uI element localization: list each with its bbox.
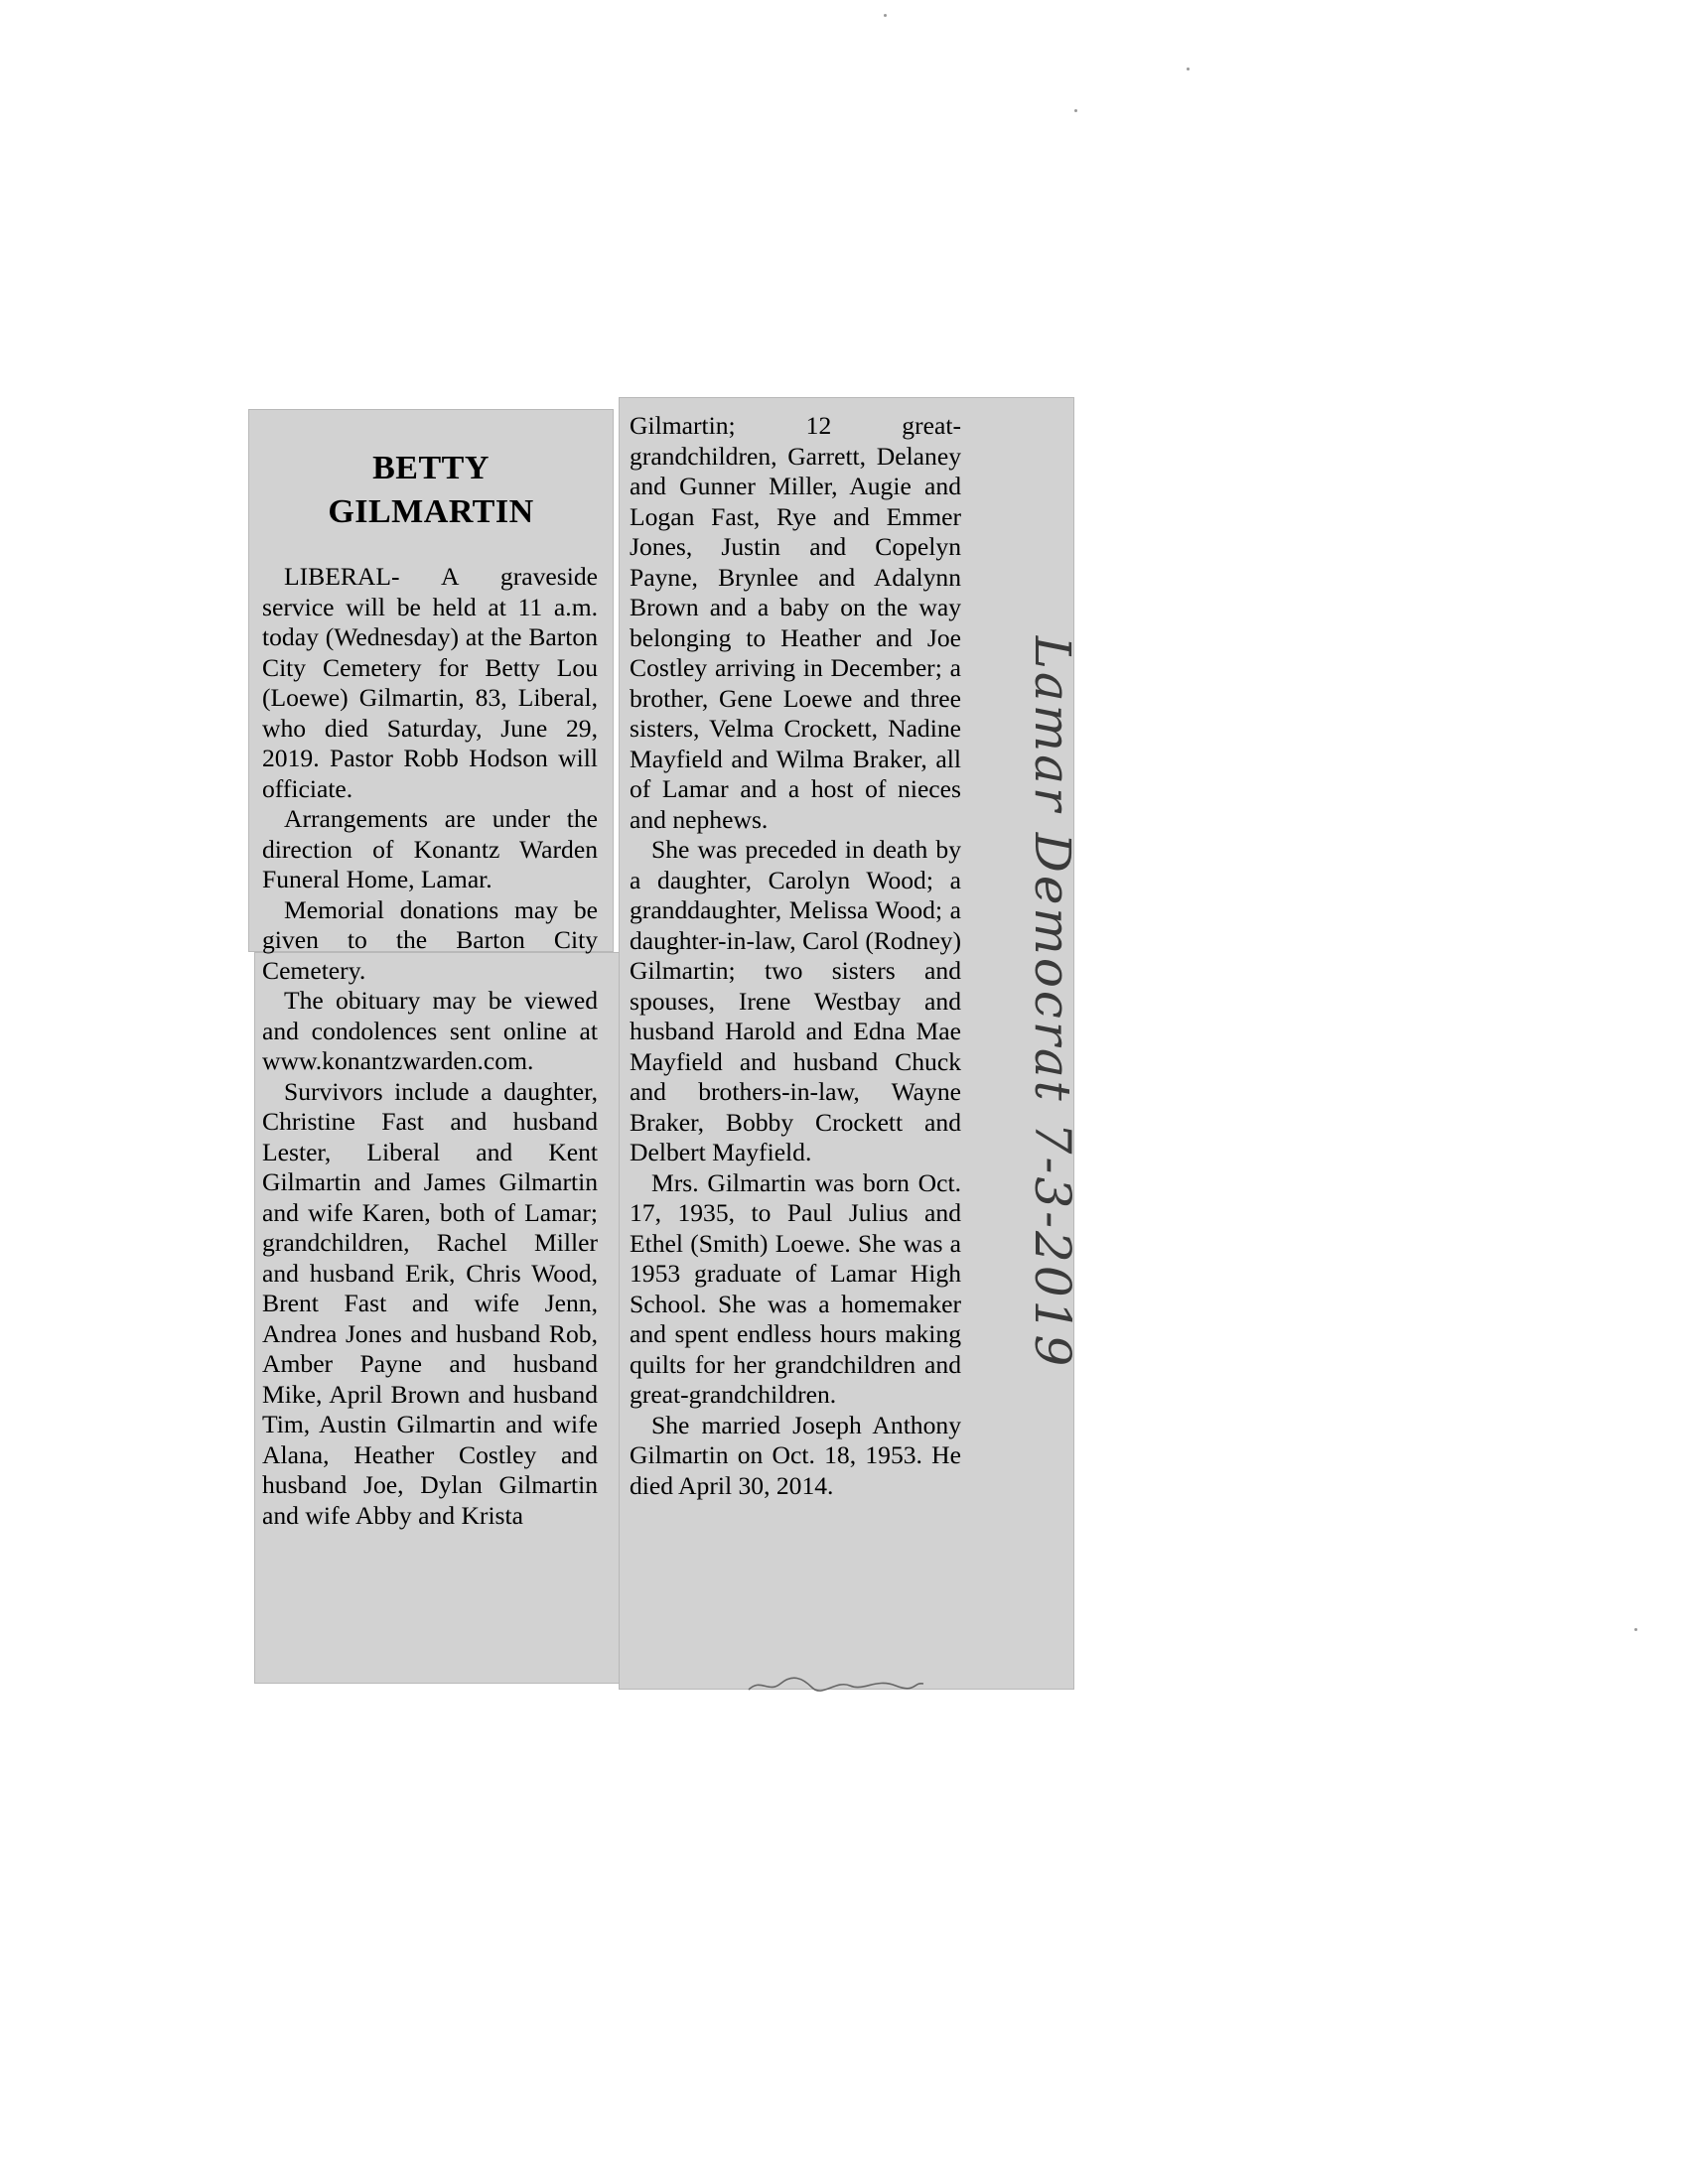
title-line-2: GILMARTIN <box>328 493 534 530</box>
handwritten-annotation: Lamar Democrat 7-3-2019 <box>1024 635 1081 1370</box>
paragraph-born: Mrs. Gilmartin was born Oct. 17, 1935, to Paul Julius and Ethel (Smith) Loewe. She was a 1953 graduate of Lamar High School. She was a homemaker and spent endless hours making quilts for her grandchildren and great-grandchildren. <box>630 1167 961 1409</box>
paragraph-online: The obituary may be viewed and condolences sent online at www.konantzwarden.com. <box>262 986 598 1075</box>
paragraph-survivors-continued: Gilmartin; 12 great-grandchildren, Garrett, Delaney and Gunner Miller, Augie and Logan Fast, Rye and Emmer Jones, Justin and Copelyn Payne, Brynlee and Adalynn Brown and a baby on the way belonging to Heather and Joe Costley arriving in December; a brother, Gene Loewe and three sisters, Velma Crockett, Nadine Mayfield and Wilma Braker, all of Lamar and a host of nieces and nephews. <box>630 411 961 834</box>
paragraph-survivors: Survivors include a daughter, Christine Fast and husband Lester, Liberal and Kent Gilmartin and James Gilmartin and wife Karen, both of Lamar; grandchildren, Rachel Miller and husband Erik, Chris Wood, Brent Fast and wife Jenn, Andrea Jones and husband Rob, Amber Payne and husband Mike, April Brown and husband Tim, Austin Gilmartin and wife Alana, Heather Costley and husband Joe, Dylan Gilmartin and wife Abby and Krista <box>262 1076 598 1530</box>
paragraph-service: LIBERAL- A graveside service will be held at 11 a.m. today (Wednesday) at the Barton City Cemetery for Betty Lou (Loewe) Gilmartin, 83, Liberal, who died Saturday, June 29, 2019. Pastor Robb Hodson will officiate. <box>262 562 598 803</box>
scan-speck <box>1187 68 1190 70</box>
paragraph-arrangements: Arrangements are under the direction of Konantz Warden Funeral Home, Lamar. <box>262 804 598 893</box>
paragraph-married: She married Joseph Anthony Gilmartin on Oct. 18, 1953. He died April 30, 2014. <box>630 1410 961 1500</box>
scan-speck <box>1634 1628 1637 1631</box>
title-line-1: BETTY <box>372 450 490 486</box>
obituary-column-left <box>262 562 598 1531</box>
obituary-title <box>248 447 614 534</box>
paragraph-preceded: She was preceded in death by a daughter, Carolyn Wood; a granddaughter, Melissa Wood; a daughter-in-law, Carol (Rodney) Gilmartin; two sisters and spouses, Irene Westbay and husband Harold and Edna Mae Mayfield and husband Chuck and brothers-in-law, Wayne Braker, Bobby Crockett and Delbert Mayfield. <box>630 835 961 1166</box>
scan-speck <box>884 14 887 17</box>
cutoff-signature-scribble <box>747 1674 925 1701</box>
paragraph-memorial: Memorial donations may be given to the Barton City Cemetery. <box>262 894 598 985</box>
scan-speck <box>1074 109 1077 112</box>
scribble-icon <box>747 1674 925 1696</box>
obituary-column-right <box>630 411 961 1501</box>
